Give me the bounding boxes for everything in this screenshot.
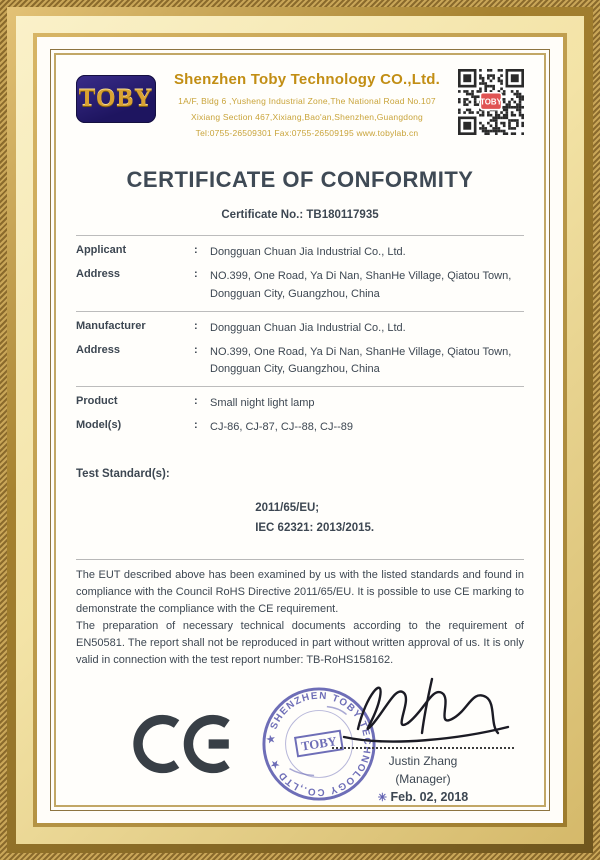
company-address-line1: 1A/F, Bldg 6 ,Yusheng Industrial Zone,The National Road No.107 bbox=[178, 96, 436, 106]
test-standard-2: IEC 62321: 2013/2015. bbox=[255, 522, 375, 535]
footer bbox=[76, 677, 524, 807]
certificate-number: Certificate No.: TB180117935 bbox=[221, 209, 379, 222]
divider bbox=[76, 386, 524, 387]
field-value: Dongguan Chuan Jia Industrial Co., Ltd. bbox=[210, 246, 406, 259]
divider bbox=[76, 235, 524, 236]
statement-block bbox=[76, 559, 524, 669]
certificate-title: CERTIFICATE OF CONFORMITY bbox=[126, 167, 474, 193]
inner-border-outer bbox=[50, 49, 550, 811]
frame-gold-line bbox=[33, 33, 567, 827]
svg-text:TOBY: TOBY bbox=[480, 97, 502, 107]
field-value: CJ-86, CJ-87, CJ--88, CJ--89 bbox=[210, 420, 354, 433]
field-label: Model(s) bbox=[76, 418, 122, 431]
field-label: Manufacturer bbox=[76, 319, 146, 332]
company-contact-line: Tel:0755-26509301 Fax:0755-26509195 www.tobylab.cn bbox=[195, 128, 419, 139]
signatory-title: (Manager) bbox=[395, 771, 451, 786]
svg-text:★ SHENZHEN TOBY TECHNOLOGY CO.: ★ SHENZHEN TOBY TECHNOLOGY CO.,LTD ★ bbox=[265, 691, 373, 798]
fields-table bbox=[76, 235, 524, 439]
qr-code bbox=[458, 69, 524, 135]
signature-icon bbox=[320, 667, 515, 752]
toby-logo-text: TOBY bbox=[78, 85, 154, 112]
field-value: Dongguan Chuan Jia Industrial Co., Ltd. bbox=[210, 321, 406, 334]
field-label: Address bbox=[76, 268, 121, 281]
field-label: Applicant bbox=[76, 244, 127, 257]
certificate-content bbox=[54, 53, 546, 807]
ce-mark-icon bbox=[128, 711, 236, 777]
test-standard-label: Test Standard(s): bbox=[76, 467, 170, 480]
field-value: Small night light lamp bbox=[210, 396, 315, 409]
field-colon: : bbox=[194, 268, 198, 281]
field-row-applicant-address bbox=[76, 265, 524, 306]
field-row-manufacturer bbox=[76, 317, 524, 341]
date-text: Feb. 02, 2018 bbox=[390, 790, 469, 805]
signature-line bbox=[332, 747, 514, 749]
field-value: NO.399, One Road, Ya Di Nan, ShanHe Village, Qiatou Town, Dongguan City, Guangzhou, China bbox=[210, 345, 512, 375]
company-address bbox=[164, 93, 450, 141]
date-mark-icon: ✳ bbox=[377, 792, 387, 805]
signature-date bbox=[332, 788, 514, 807]
qr-code-icon bbox=[458, 69, 524, 135]
field-row-applicant bbox=[76, 241, 524, 265]
field-colon: : bbox=[194, 319, 198, 332]
statement-paragraph-2: The preparation of necessary technical documents according to the requirement of EN50581. The report shall not be reproduced in part without written approval of us. It is only valid in connection with the test report number: TB-RoHS158162. bbox=[76, 620, 524, 667]
statement-paragraph-1: The EUT described above has been examined by us with the listed standards and found in compliance with the Council RoHS Directive 2011/65/EU. It is possible to use CE marking to demonstrate the compliance with the CE requirement. bbox=[76, 569, 524, 616]
test-standard-list bbox=[255, 498, 524, 539]
signatory-block bbox=[332, 753, 514, 807]
company-header bbox=[156, 69, 458, 141]
field-colon: : bbox=[194, 244, 198, 257]
frame-cream-band bbox=[16, 16, 584, 844]
toby-logo bbox=[76, 75, 156, 123]
divider bbox=[76, 311, 524, 312]
field-colon: : bbox=[194, 394, 198, 407]
frame-dark-band bbox=[7, 7, 593, 853]
signature-zone bbox=[260, 675, 528, 807]
field-value: NO.399, One Road, Ya Di Nan, ShanHe Village, Qiatou Town, Dongguan City, Guangzhou, China bbox=[210, 270, 512, 300]
field-colon: : bbox=[194, 418, 198, 431]
signatory-name: Justin Zhang bbox=[388, 754, 458, 769]
field-row-manufacturer-address bbox=[76, 341, 524, 382]
svg-text:TOBY: TOBY bbox=[300, 734, 338, 755]
field-label: Product bbox=[76, 394, 118, 407]
field-label: Address bbox=[76, 343, 121, 356]
header bbox=[76, 69, 524, 141]
field-colon: : bbox=[194, 343, 198, 356]
company-address-line2: Xixiang Section 467,Xixiang,Bao'an,Shenzhen,Guangdong bbox=[191, 112, 423, 123]
field-row-models bbox=[76, 416, 524, 440]
company-name: Shenzhen Toby Technology CO.,Ltd. bbox=[173, 71, 441, 88]
certificate-paper bbox=[37, 37, 563, 823]
test-standard-1: 2011/65/EU; bbox=[255, 501, 320, 514]
field-row-product bbox=[76, 392, 524, 416]
